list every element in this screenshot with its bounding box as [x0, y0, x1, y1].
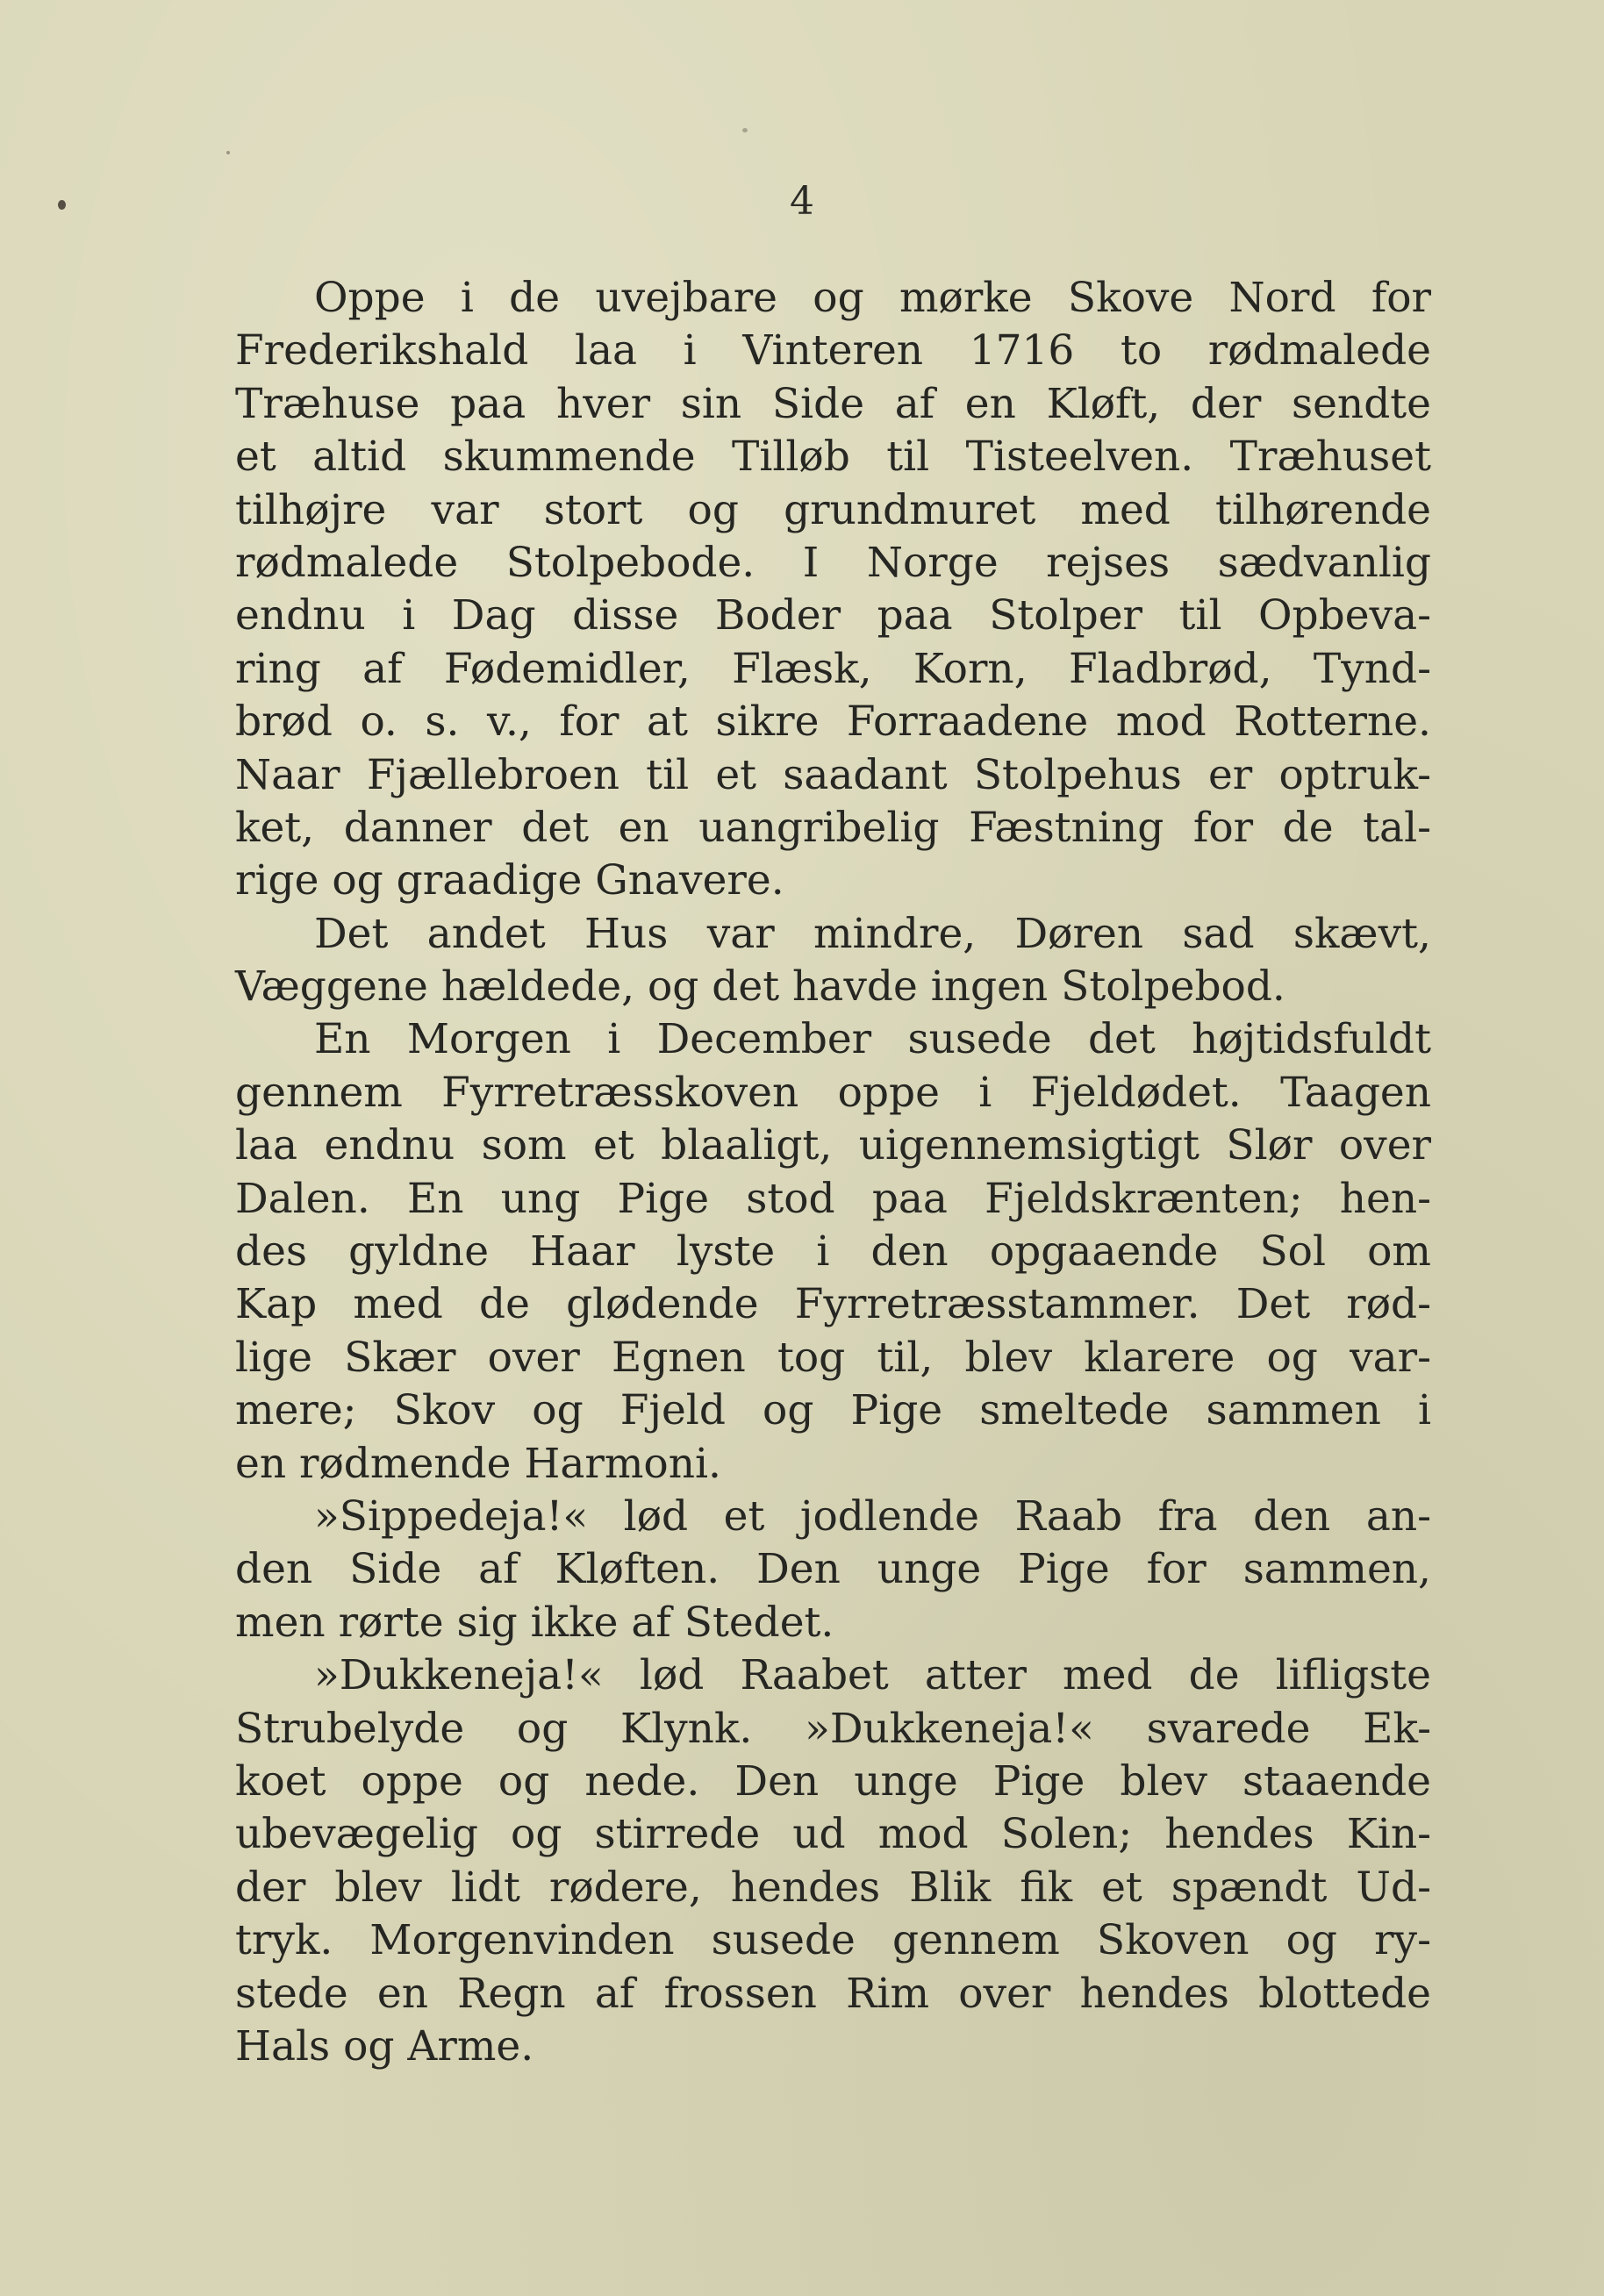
text-line: tryk. Morgenvinden susede gennem Skoven og ry- [235, 1916, 1431, 1965]
page-number: 4 [790, 179, 814, 224]
text-line: gennem Fyrretræsskoven oppe i Fjeldødet. Taagen [235, 1068, 1431, 1117]
text-line: den Side af Kløften. Den unge Pige for sammen, [235, 1545, 1431, 1594]
text-line: mere; Skov og Fjeld og Pige smeltede sammen i [235, 1386, 1431, 1435]
text-line: tilhøjre var stort og grundmuret med tilhørende [235, 485, 1431, 534]
text-line: et altid skummende Tilløb til Tisteelven. Træhuset [235, 433, 1431, 482]
text-line: Strubelyde og Klynk. »Dukkeneja!« svarede Ek- [235, 1704, 1431, 1753]
text-line: En Morgen i December susede det højtidsfuldt [314, 1015, 1431, 1064]
text-line: Hals og Arme. [235, 2021, 534, 2071]
text-line: des gyldne Haar lyste i den opgaaende Sol om [235, 1227, 1431, 1277]
text-line: laa endnu som et blaaligt, uigennemsigtigt Slør over [235, 1121, 1431, 1170]
text-line: rige og graadige Gnavere. [235, 856, 784, 905]
text-line: Væggene hældede, og det havde ingen Stolpebod. [235, 962, 1285, 1012]
text-line: ubevægelig og stirrede ud mod Solen; hendes Kin- [235, 1810, 1431, 1859]
ink-speck [226, 151, 230, 154]
text-line: men rørte sig ikke af Stedet. [235, 1598, 834, 1647]
text-line: »Dukkeneja!« lød Raabet atter med de lifligste [314, 1651, 1431, 1700]
text-line: Oppe i de uvejbare og mørke Skove Nord for [314, 274, 1431, 322]
text-line: Det andet Hus var mindre, Døren sad skævt, [314, 909, 1431, 958]
text-line: der blev lidt rødere, hendes Blik fik et spændt Ud- [235, 1863, 1431, 1912]
text-line: brød o. s. v., for at sikre Forraadene mod Rotterne. [235, 697, 1431, 747]
text-line: endnu i Dag disse Boder paa Stolper til Opbeva- [235, 591, 1431, 640]
text-line: ring af Fødemidler, Flæsk, Korn, Fladbrød, Tynd- [235, 644, 1431, 693]
ink-speck [742, 128, 748, 132]
text-line: en rødmende Harmoni. [235, 1439, 721, 1488]
text-line: stede en Regn af frossen Rim over hendes blottede [235, 1969, 1431, 2018]
text-line: Træhuse paa hver sin Side af en Kløft, der sendte [235, 379, 1431, 428]
body-text [235, 272, 1431, 2073]
text-line: Dalen. En ung Pige stod paa Fjeldskrænten; hen- [235, 1174, 1431, 1223]
text-line: koet oppe og nede. Den unge Pige blev staaende [235, 1756, 1431, 1806]
text-line: rødmalede Stolpebode. I Norge rejses sædvanlig [235, 538, 1431, 587]
text-line: Frederikshald laa i Vinteren 1716 to rødmalede [235, 326, 1431, 376]
text-line: lige Skær over Egnen tog til, blev klarere og var- [235, 1333, 1431, 1382]
text-line: ket, danner det en uangribelig Fæstning for de tal- [235, 803, 1431, 852]
text-line: Naar Fjællebroen til et saadant Stolpehus er optruk- [235, 750, 1431, 799]
text-line: Kap med de glødende Fyrretræsstammer. Det rød- [235, 1280, 1431, 1329]
text-line: »Sippedeja!« lød et jodlende Raab fra den an- [314, 1491, 1431, 1541]
